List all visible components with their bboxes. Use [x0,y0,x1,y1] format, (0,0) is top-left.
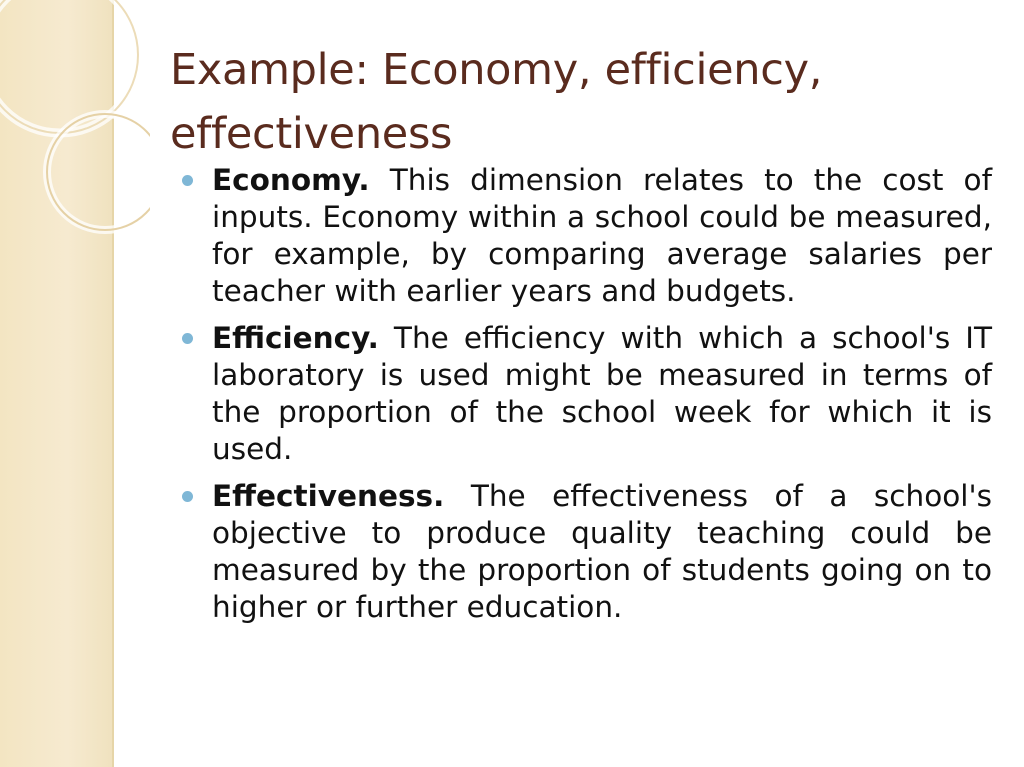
bullet-dot-icon [182,333,193,344]
bullet-text: The effectiveness of a school's objective to produce quality teaching could be measured by the proportion of students going on to higher or further education. [212,479,992,624]
bullet-term: Efficiency. [212,321,379,355]
bullet-text: This dimension relates to the cost of inputs. Economy within a school could be measured, for example, by comparing average salaries per teacher with earlier years and budgets. [212,163,992,308]
bullet-term: Effectiveness. [212,479,445,513]
decorative-ring-bottom-outline [47,114,150,230]
bullet-dot-icon [182,491,193,502]
bullet-term: Economy. [212,163,370,197]
decorative-rings [0,0,150,260]
bullet-dot-icon [182,175,193,186]
slide-title: Example: Economy, efficiency, effectiveness [170,45,823,159]
bullet-efficiency [180,320,992,468]
bullet-economy [180,162,992,310]
bullet-list [180,162,992,636]
bullet-effectiveness [180,478,992,626]
bullet-text: The efficiency with which a school's IT laboratory is used might be measured in terms of the proportion of the school week for which it is used. [212,321,992,466]
